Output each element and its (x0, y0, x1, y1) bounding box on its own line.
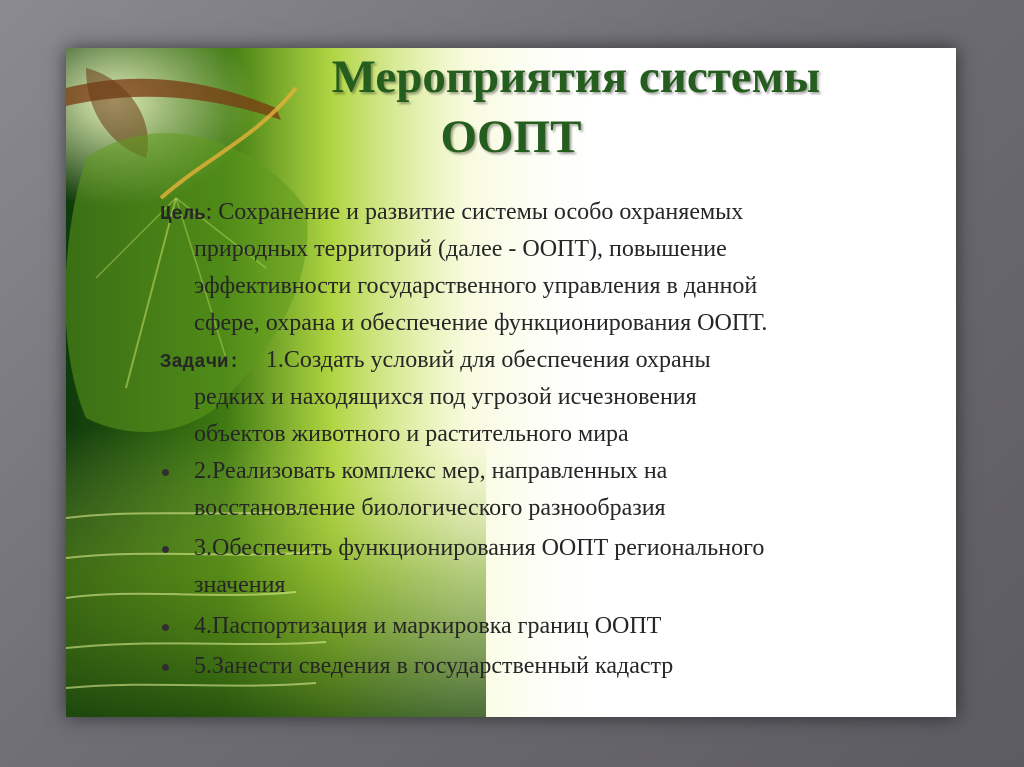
bullet-dot (162, 469, 169, 476)
bullet-dot (162, 546, 169, 553)
task-item-3-line: 3.Обеспечить функционирования ООПТ регионального (194, 535, 765, 561)
slide-title-line-2: ООПТ (440, 111, 582, 163)
bullet-dot (162, 664, 169, 671)
task-text-line: объектов животного и растительного мира (194, 421, 629, 447)
task-item-5-line: 5.Занести сведения в государственный кадастр (194, 653, 674, 679)
goal-separator: : (205, 199, 213, 225)
task-item-2-line: 2.Реализовать комплекс мер, направленных на (194, 458, 668, 484)
goal-text-line: Сохранение и развитие системы особо охраняемых (218, 199, 744, 225)
task-item-3-line: значения (194, 572, 286, 598)
goal-text-line: эффективности государственного управления в данной (194, 273, 758, 299)
task-text-line: редких и находящихся под угрозой исчезновения (194, 384, 697, 410)
slide-title-line-1: Мероприятия системы (331, 51, 821, 103)
tasks-label: Задачи: (160, 351, 240, 373)
goal-label-row (160, 200, 743, 224)
slide-content (66, 48, 956, 717)
task-item-2-line: восстановление биологического разнообразия (194, 495, 666, 521)
task-item-4-line: 4.Паспортизация и маркировка границ ООПТ (194, 613, 662, 639)
goal-text-line: природных территорий (далее - ООПТ), повышение (194, 236, 727, 262)
goal-label: Цель (160, 203, 206, 225)
tasks-label-row (160, 348, 711, 372)
bullet-dot (162, 624, 169, 631)
goal-text-line: сфере, охрана и обеспечение функционирования ООПТ. (194, 310, 768, 336)
task-text-line: 1.Создать условий для обеспечения охраны (265, 347, 711, 373)
slide (66, 48, 956, 717)
